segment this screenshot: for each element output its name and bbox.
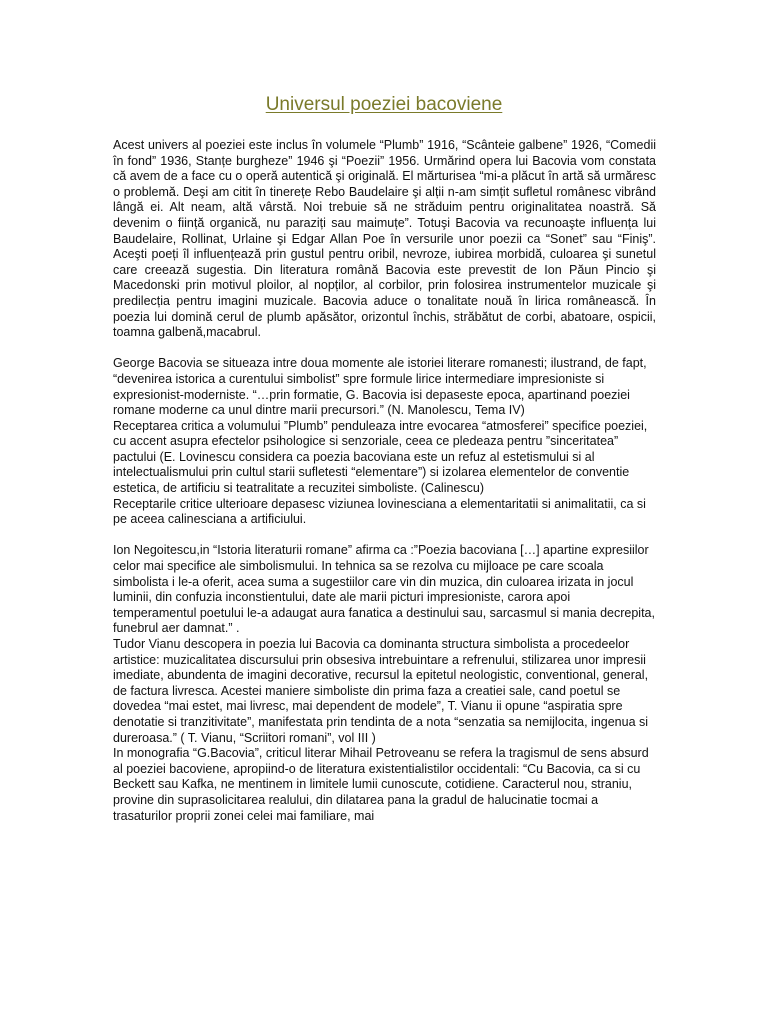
- paragraph-negoitescu: Ion Negoitescu,in “Istoria literaturii romane” afirma ca :”Poezia bacoviana […] apartine expresiilor celor mai specifice ale simbolismului. In tehnica sa se rezolva cu mijloace pe care scoala simbolista i le-a oferit, acea suma a sugestiilor care vin din muzica, din culoarea irizata in jocul luminii, din confuzia inconstientului, date ale marii picturi impresioniste, carora apoi temperamentul poetului le-a adaugat aura fanatica a destinului sau, sarcasmul si mania decrepita, funebrul aer damnat.” .: [113, 543, 655, 636]
- paragraph-bacovia-moments: George Bacovia se situeaza intre doua momente ale istoriei literare romanesti; ilustrand, de fapt, “devenirea istorica a curentului simbolist” spre formule lirice intermediare impresioniste si expresionist-moderniste. “…prin formatie, G. Bacovia isi depaseste epoca, apartinand poeziei romane moderne ca unul dintre marii precursori.” (N. Manolescu, Tema IV): [113, 356, 647, 418]
- document-body: [113, 138, 656, 824]
- paragraph-later-reception: Receptarile critice ulterioare depasesc viziunea lovinesciana a elementaritatii si animalitatii, ca si pe aceea calinesciana a artificiului.: [113, 496, 646, 527]
- paragraph-vianu: Tudor Vianu descopera in poezia lui Bacovia ca dominanta structura simbolista a procedeelor artistice: muzicalitatea discursului prin obsesiva intrebuintare a refrenului, stilizarea unor impresii imediate, abundenta de imagini decorative, recursul la epitetul neologistic, conventional, general, de factura livresca. Acestei maniere simboliste din prima faza a creatiei sale, cand poetul se dovedea “mai estet, mai livresc, mai dependent de modele”, T. Vianu ii opune “aspiratia spre denotatie si tranzitivitate”, manifestata prin tendinta de a nota “senzatia sa nemijlocita, ingenua si dureroasa.” ( T. Vianu, “Scriitori romani”, vol III ): [113, 637, 649, 745]
- paragraph-intro: Acest univers al poeziei este inclus în volumele “Plumb” 1916, “Scânteie galbene” 1926, “Comedii în fond” 1936, Stanțe burgheze” 1946 şi “Poezii” 1956. Urmărind opera lui Bacovia vom constata că avem de a face cu o operă autentică şi originală. El mărturisea “mi-a plăcut în artă să urmăresc o problemă. Deşi am citit în tinerețe Rebo Baudelaire şi alții n-am simțit sufletul românesc vibrând lângă ei. Alt neam, altă vârstă. Noi trebuie să ne străduim pentru originalitatea noastră. Să devenim o ființă organică, nu paraziți sau maimuțe”. Totuşi Bacovia va recunoaşte influența lui Baudelaire, Rollinat, Urlaine şi Edgar Allan Poe în versurile unor poezii ca “Sonet” sau “Finiş”. Aceşti poeți îl influențează prin gustul pentru oribil, nevroze, iubirea morbidă, culoarea şi sunetul care creează sugestia. Din literatura română Bacovia este prevestit de Ion Păun Pincio şi Macedonski prin motivul ploilor, al nopților, al corbilor, prin folosirea instrumentelor muzicale şi predilecția pentru imagini muzicale. Bacovia aduce o tonalitate nouă în lirica românească. În poezia lui domină cerul de plumb apăsător, orizontul închis, străbătut de corbi, abatoare, ospicii, toamna galbenă,macabrul.: [113, 138, 656, 340]
- paragraph-petroveanu: In monografia “G.Bacovia”, criticul literar Mihail Petroveanu se refera la tragismul de sens absurd al poeziei bacoviene, apropiind-o de literatura existentialistilor occidentali: “Cu Bacovia, ca si cu Beckett sau Kafka, ne mentinem in limitele lumii cunoscute, cotidiene. Caracterul nou, straniu, provine din suprasolicitarea realului, din dilatarea pana la gradul de halucinatie tocmai a trasaturilor proprii zonei celei mai familiare, mai: [113, 746, 649, 823]
- document-title: Universul poeziei bacoviene: [265, 94, 503, 115]
- paragraph-plumb-reception: Receptarea critica a volumului ”Plumb” penduleaza intre evocarea “atmosferei” specifice poeziei, cu accent asupra efectelor psihologice si senzoriale, ceea ce pledeaza pentru ”sinceritatea” pactului (E. Lovinescu considera ca poezia bacoviana este un refuz al estetismului si al intelectualismului prin cultul starii sufletesti “elementare”) si izolarea elementelor de conventie estetica, de artificiu si teatralitate a recuzitei simboliste. (Calinescu): [113, 418, 648, 496]
